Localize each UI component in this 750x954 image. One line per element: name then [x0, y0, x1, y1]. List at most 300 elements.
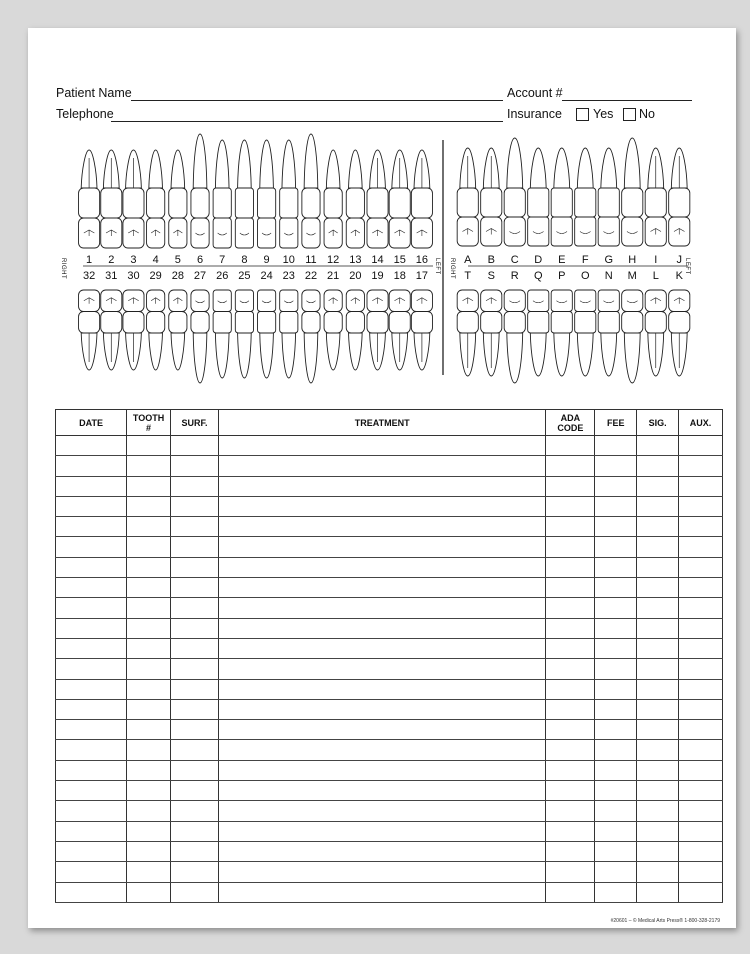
lower-primary-tooth-P	[551, 290, 572, 376]
lower-tooth-21	[324, 290, 342, 370]
table-cell[interactable]	[127, 537, 171, 557]
table-cell[interactable]	[170, 882, 218, 902]
table-cell[interactable]	[56, 740, 127, 760]
upper-primary-letter: J	[676, 254, 682, 266]
upper-primary-tooth-E	[551, 148, 572, 246]
upper-tooth-7	[213, 140, 231, 248]
table-cell[interactable]	[546, 496, 595, 516]
table-row	[56, 781, 723, 801]
header-date: DATE	[56, 410, 127, 436]
table-cell[interactable]	[170, 821, 218, 841]
table-cell[interactable]	[170, 679, 218, 699]
upper-primary-letter: B	[487, 254, 495, 266]
table-cell[interactable]	[219, 638, 546, 658]
table-cell[interactable]	[170, 801, 218, 821]
table-cell[interactable]	[595, 638, 637, 658]
table-cell[interactable]	[127, 496, 171, 516]
table-cell[interactable]	[546, 557, 595, 577]
table-cell[interactable]	[546, 801, 595, 821]
lower-primary-tooth-L	[645, 290, 666, 376]
upper-tooth-number: 12	[327, 254, 340, 266]
table-row	[56, 496, 723, 516]
table-row	[56, 476, 723, 496]
table-cell[interactable]	[170, 760, 218, 780]
lower-primary-tooth-K	[669, 290, 690, 376]
table-cell[interactable]	[219, 456, 546, 476]
table-cell[interactable]	[595, 801, 637, 821]
table-cell[interactable]	[56, 659, 127, 679]
table-cell[interactable]	[219, 679, 546, 699]
table-cell[interactable]	[219, 821, 546, 841]
lower-tooth-number: 24	[260, 270, 273, 282]
upper-primary-tooth-H	[622, 138, 643, 246]
table-cell[interactable]	[127, 821, 171, 841]
table-cell[interactable]	[637, 598, 679, 618]
lower-primary-letter: L	[652, 270, 659, 282]
table-cell[interactable]	[595, 740, 637, 760]
table-cell[interactable]	[637, 781, 679, 801]
table-cell[interactable]	[219, 841, 546, 861]
table-cell[interactable]	[127, 456, 171, 476]
upper-tooth-14	[367, 150, 388, 248]
table-cell[interactable]	[546, 679, 595, 699]
lower-permanent-teeth	[79, 290, 433, 383]
upper-primary-tooth-C	[504, 138, 525, 246]
insurance-label: Insurance	[507, 107, 562, 121]
upper-tooth-4	[147, 150, 165, 248]
table-row	[56, 740, 723, 760]
table-cell[interactable]	[170, 740, 218, 760]
header-signature: SIG.	[637, 410, 679, 436]
table-cell[interactable]	[56, 496, 127, 516]
upper-tooth-number: 7	[219, 254, 226, 266]
table-cell[interactable]	[595, 821, 637, 841]
lower-tooth-number: 30	[127, 270, 140, 282]
table-cell[interactable]	[595, 557, 637, 577]
upper-primary-letter: H	[628, 254, 637, 266]
lower-primary-letter: M	[627, 270, 637, 282]
table-cell[interactable]	[127, 781, 171, 801]
table-cell[interactable]	[595, 862, 637, 882]
table-cell[interactable]	[546, 659, 595, 679]
table-cell[interactable]	[679, 801, 723, 821]
table-cell[interactable]	[56, 436, 127, 456]
table-cell[interactable]	[219, 618, 546, 638]
table-cell[interactable]	[170, 862, 218, 882]
header-fee: FEE	[595, 410, 637, 436]
table-cell[interactable]	[170, 517, 218, 537]
table-cell[interactable]	[546, 699, 595, 719]
table-cell[interactable]	[637, 659, 679, 679]
table-cell[interactable]	[595, 578, 637, 598]
table-cell[interactable]	[546, 476, 595, 496]
upper-tooth-number: 5	[174, 254, 181, 266]
table-cell[interactable]	[637, 618, 679, 638]
account-label: Account #	[507, 86, 563, 100]
table-cell[interactable]	[127, 801, 171, 821]
lower-tooth-number: 18	[393, 270, 406, 282]
table-cell[interactable]	[637, 801, 679, 821]
table-cell[interactable]	[679, 841, 723, 861]
table-cell[interactable]	[546, 781, 595, 801]
lower-tooth-number: 21	[327, 270, 340, 282]
header-aux: AUX.	[679, 410, 723, 436]
table-cell[interactable]	[637, 496, 679, 516]
upper-primary-tooth-D	[528, 148, 549, 246]
record-sheet	[28, 28, 736, 928]
table-cell[interactable]	[679, 679, 723, 699]
table-cell[interactable]	[56, 760, 127, 780]
table-cell[interactable]	[637, 578, 679, 598]
table-cell[interactable]	[56, 517, 127, 537]
table-row	[56, 882, 723, 902]
upper-primary-letter: E	[558, 254, 566, 266]
table-cell[interactable]	[170, 476, 218, 496]
table-cell[interactable]	[170, 436, 218, 456]
table-cell[interactable]	[679, 638, 723, 658]
table-cell[interactable]	[219, 578, 546, 598]
table-cell[interactable]	[637, 436, 679, 456]
upper-primary-letter: C	[510, 254, 519, 266]
table-cell[interactable]	[219, 476, 546, 496]
upper-tooth-2	[101, 150, 122, 248]
lower-tooth-22	[302, 290, 320, 383]
table-cell[interactable]	[595, 659, 637, 679]
lower-tooth-31	[101, 290, 122, 370]
table-cell[interactable]	[219, 598, 546, 618]
treatment-table-body	[56, 436, 723, 903]
table-cell[interactable]	[637, 679, 679, 699]
upper-primary-letter: G	[604, 254, 614, 266]
table-cell[interactable]	[595, 720, 637, 740]
telephone-label: Telephone	[56, 107, 114, 121]
table-cell[interactable]	[127, 618, 171, 638]
table-cell[interactable]	[56, 456, 127, 476]
table-cell[interactable]	[637, 720, 679, 740]
table-cell[interactable]	[219, 537, 546, 557]
table-cell[interactable]	[679, 699, 723, 719]
upper-tooth-1	[79, 150, 100, 248]
table-cell[interactable]	[127, 862, 171, 882]
lower-tooth-32	[79, 290, 100, 370]
lower-tooth-number: 17	[415, 270, 429, 282]
table-cell[interactable]	[170, 557, 218, 577]
table-cell[interactable]	[127, 517, 171, 537]
table-cell[interactable]	[170, 537, 218, 557]
table-cell[interactable]	[127, 578, 171, 598]
table-cell[interactable]	[679, 537, 723, 557]
table-row	[56, 659, 723, 679]
table-cell[interactable]	[637, 760, 679, 780]
header-treatment: TREATMENT	[219, 410, 546, 436]
table-cell[interactable]	[56, 476, 127, 496]
table-cell[interactable]	[56, 781, 127, 801]
permanent-left-label: LEFT	[434, 258, 440, 275]
table-cell[interactable]	[219, 760, 546, 780]
lower-tooth-number: 26	[216, 270, 229, 282]
table-cell[interactable]	[679, 821, 723, 841]
table-cell[interactable]	[679, 476, 723, 496]
lower-primary-teeth	[457, 290, 690, 383]
table-cell[interactable]	[219, 862, 546, 882]
table-cell[interactable]	[170, 496, 218, 516]
table-cell[interactable]	[546, 456, 595, 476]
upper-tooth-number: 9	[263, 254, 270, 266]
table-cell[interactable]	[595, 760, 637, 780]
upper-tooth-number: 11	[305, 254, 317, 266]
table-cell[interactable]	[56, 557, 127, 577]
table-cell[interactable]	[127, 436, 171, 456]
table-cell[interactable]	[679, 496, 723, 516]
upper-tooth-number: 15	[393, 254, 406, 266]
table-cell[interactable]	[637, 456, 679, 476]
table-cell[interactable]	[219, 699, 546, 719]
upper-primary-letter: A	[464, 254, 472, 266]
header-surface: SURF.	[170, 410, 218, 436]
table-cell[interactable]	[56, 862, 127, 882]
lower-tooth-number: 29	[149, 270, 162, 282]
lower-primary-letter: P	[558, 270, 566, 282]
table-row	[56, 456, 723, 476]
table-cell[interactable]	[637, 862, 679, 882]
table-cell[interactable]	[679, 598, 723, 618]
upper-tooth-number: 10	[282, 254, 295, 266]
table-cell[interactable]	[679, 882, 723, 902]
table-header-row	[56, 410, 723, 436]
table-cell[interactable]	[56, 801, 127, 821]
table-cell[interactable]	[679, 578, 723, 598]
primary-right-label: RIGHT	[449, 258, 455, 280]
upper-tooth-number: 4	[152, 254, 159, 266]
treatment-table	[55, 409, 723, 903]
lower-tooth-28	[169, 290, 187, 370]
table-cell[interactable]	[546, 598, 595, 618]
upper-tooth-10	[280, 140, 298, 248]
table-cell[interactable]	[219, 781, 546, 801]
table-cell[interactable]	[127, 740, 171, 760]
table-cell[interactable]	[679, 720, 723, 740]
upper-tooth-number: 3	[130, 254, 137, 266]
table-cell[interactable]	[637, 537, 679, 557]
table-cell[interactable]	[170, 699, 218, 719]
table-cell[interactable]	[170, 781, 218, 801]
table-cell[interactable]	[546, 882, 595, 902]
table-cell[interactable]	[637, 882, 679, 902]
table-cell[interactable]	[679, 517, 723, 537]
table-cell[interactable]	[637, 517, 679, 537]
table-cell[interactable]	[127, 659, 171, 679]
upper-tooth-number: 8	[241, 254, 248, 266]
lower-primary-letter: K	[675, 270, 683, 282]
table-cell[interactable]	[595, 496, 637, 516]
table-row	[56, 841, 723, 861]
table-cell[interactable]	[127, 841, 171, 861]
upper-primary-tooth-G	[598, 148, 619, 246]
table-row	[56, 537, 723, 557]
lower-tooth-30	[123, 290, 144, 370]
upper-tooth-number: 6	[196, 254, 204, 266]
table-cell[interactable]	[595, 781, 637, 801]
table-cell[interactable]	[56, 821, 127, 841]
table-cell[interactable]	[127, 699, 171, 719]
table-row	[56, 679, 723, 699]
table-cell[interactable]	[170, 638, 218, 658]
form-footer: #20601 – © Medical Arts Press® 1-800-328-2179	[610, 918, 720, 924]
table-row	[56, 638, 723, 658]
table-cell[interactable]	[127, 598, 171, 618]
lower-tooth-25	[235, 290, 253, 378]
table-cell[interactable]	[595, 699, 637, 719]
table-cell[interactable]	[595, 841, 637, 861]
header-ada-code: ADA CODE	[546, 410, 595, 436]
table-cell[interactable]	[170, 578, 218, 598]
lower-tooth-number: 32	[82, 270, 96, 282]
table-cell[interactable]	[219, 496, 546, 516]
lower-tooth-number: 22	[304, 270, 318, 282]
table-cell[interactable]	[637, 740, 679, 760]
table-cell[interactable]	[546, 537, 595, 557]
table-cell[interactable]	[679, 862, 723, 882]
table-cell[interactable]	[595, 456, 637, 476]
table-cell[interactable]	[546, 821, 595, 841]
table-cell[interactable]	[595, 517, 637, 537]
table-cell[interactable]	[637, 638, 679, 658]
table-cell[interactable]	[56, 720, 127, 740]
table-cell[interactable]	[546, 760, 595, 780]
table-cell[interactable]	[56, 699, 127, 719]
lower-tooth-26	[213, 290, 231, 378]
table-cell[interactable]	[219, 436, 546, 456]
table-cell[interactable]	[595, 476, 637, 496]
table-cell[interactable]	[56, 618, 127, 638]
upper-primary-tooth-I	[645, 148, 666, 246]
table-cell[interactable]	[679, 659, 723, 679]
table-cell[interactable]	[679, 557, 723, 577]
table-cell[interactable]	[595, 537, 637, 557]
lower-primary-letter: N	[604, 270, 613, 282]
table-cell[interactable]	[127, 679, 171, 699]
insurance-yes-label: Yes	[593, 107, 614, 121]
upper-tooth-6	[191, 134, 209, 248]
lower-tooth-number: 31	[105, 270, 118, 282]
table-row	[56, 598, 723, 618]
upper-tooth-number: 2	[108, 254, 115, 266]
table-cell[interactable]	[170, 456, 218, 476]
insurance-no-label: No	[639, 107, 655, 121]
table-cell[interactable]	[219, 659, 546, 679]
table-cell[interactable]	[127, 720, 171, 740]
upper-primary-tooth-B	[481, 148, 502, 246]
table-cell[interactable]	[679, 740, 723, 760]
table-cell[interactable]	[679, 618, 723, 638]
table-cell[interactable]	[170, 841, 218, 861]
table-cell[interactable]	[127, 638, 171, 658]
upper-tooth-9	[257, 140, 275, 248]
table-cell[interactable]	[679, 436, 723, 456]
table-cell[interactable]	[219, 801, 546, 821]
table-cell[interactable]	[637, 841, 679, 861]
table-cell[interactable]	[546, 740, 595, 760]
table-cell[interactable]	[595, 679, 637, 699]
upper-primary-letter: I	[654, 254, 658, 266]
table-cell[interactable]	[546, 720, 595, 740]
table-cell[interactable]	[679, 781, 723, 801]
table-cell[interactable]	[56, 841, 127, 861]
table-row	[56, 517, 723, 537]
table-cell[interactable]	[219, 557, 546, 577]
upper-tooth-number: 16	[415, 254, 429, 266]
table-cell[interactable]	[56, 578, 127, 598]
table-cell[interactable]	[546, 517, 595, 537]
upper-primary-tooth-A	[457, 148, 478, 246]
table-cell[interactable]	[595, 882, 637, 902]
table-cell[interactable]	[219, 720, 546, 740]
table-cell[interactable]	[637, 557, 679, 577]
table-cell[interactable]	[637, 821, 679, 841]
upper-tooth-number: 13	[349, 254, 362, 266]
table-cell[interactable]	[127, 476, 171, 496]
table-row	[56, 720, 723, 740]
table-cell[interactable]	[546, 841, 595, 861]
table-row	[56, 801, 723, 821]
table-cell[interactable]	[56, 638, 127, 658]
table-cell[interactable]	[170, 618, 218, 638]
upper-tooth-number: 14	[371, 254, 384, 266]
table-cell[interactable]	[595, 598, 637, 618]
table-cell[interactable]	[127, 557, 171, 577]
table-cell[interactable]	[679, 456, 723, 476]
upper-tooth-number: 1	[86, 254, 93, 266]
table-cell[interactable]	[56, 679, 127, 699]
table-cell[interactable]	[546, 638, 595, 658]
lower-primary-letter: T	[464, 270, 472, 282]
table-cell[interactable]	[127, 760, 171, 780]
upper-tooth-12	[324, 150, 342, 248]
table-cell[interactable]	[219, 740, 546, 760]
table-row	[56, 618, 723, 638]
upper-tooth-5	[169, 150, 187, 248]
lower-primary-tooth-S	[481, 290, 502, 376]
table-cell[interactable]	[56, 537, 127, 557]
tooth-chart	[28, 28, 736, 408]
table-cell[interactable]	[170, 720, 218, 740]
table-cell[interactable]	[595, 436, 637, 456]
lower-primary-tooth-T	[457, 290, 478, 376]
table-cell[interactable]	[56, 598, 127, 618]
table-cell[interactable]	[637, 476, 679, 496]
table-cell[interactable]	[595, 618, 637, 638]
table-cell[interactable]	[546, 618, 595, 638]
lower-tooth-number: 20	[349, 270, 362, 282]
header-tooth: TOOTH #	[127, 410, 171, 436]
permanent-right-label: RIGHT	[60, 258, 66, 280]
upper-permanent-teeth	[79, 134, 433, 248]
table-cell[interactable]	[219, 882, 546, 902]
table-cell[interactable]	[546, 578, 595, 598]
table-cell[interactable]	[170, 659, 218, 679]
table-cell[interactable]	[679, 760, 723, 780]
table-cell[interactable]	[219, 517, 546, 537]
upper-tooth-13	[346, 150, 364, 248]
table-cell[interactable]	[127, 882, 171, 902]
lower-tooth-number: 25	[238, 270, 251, 282]
table-cell[interactable]	[637, 699, 679, 719]
table-cell[interactable]	[56, 882, 127, 902]
table-cell[interactable]	[170, 598, 218, 618]
upper-primary-letter: D	[534, 254, 543, 266]
table-cell[interactable]	[546, 862, 595, 882]
table-cell[interactable]	[546, 436, 595, 456]
